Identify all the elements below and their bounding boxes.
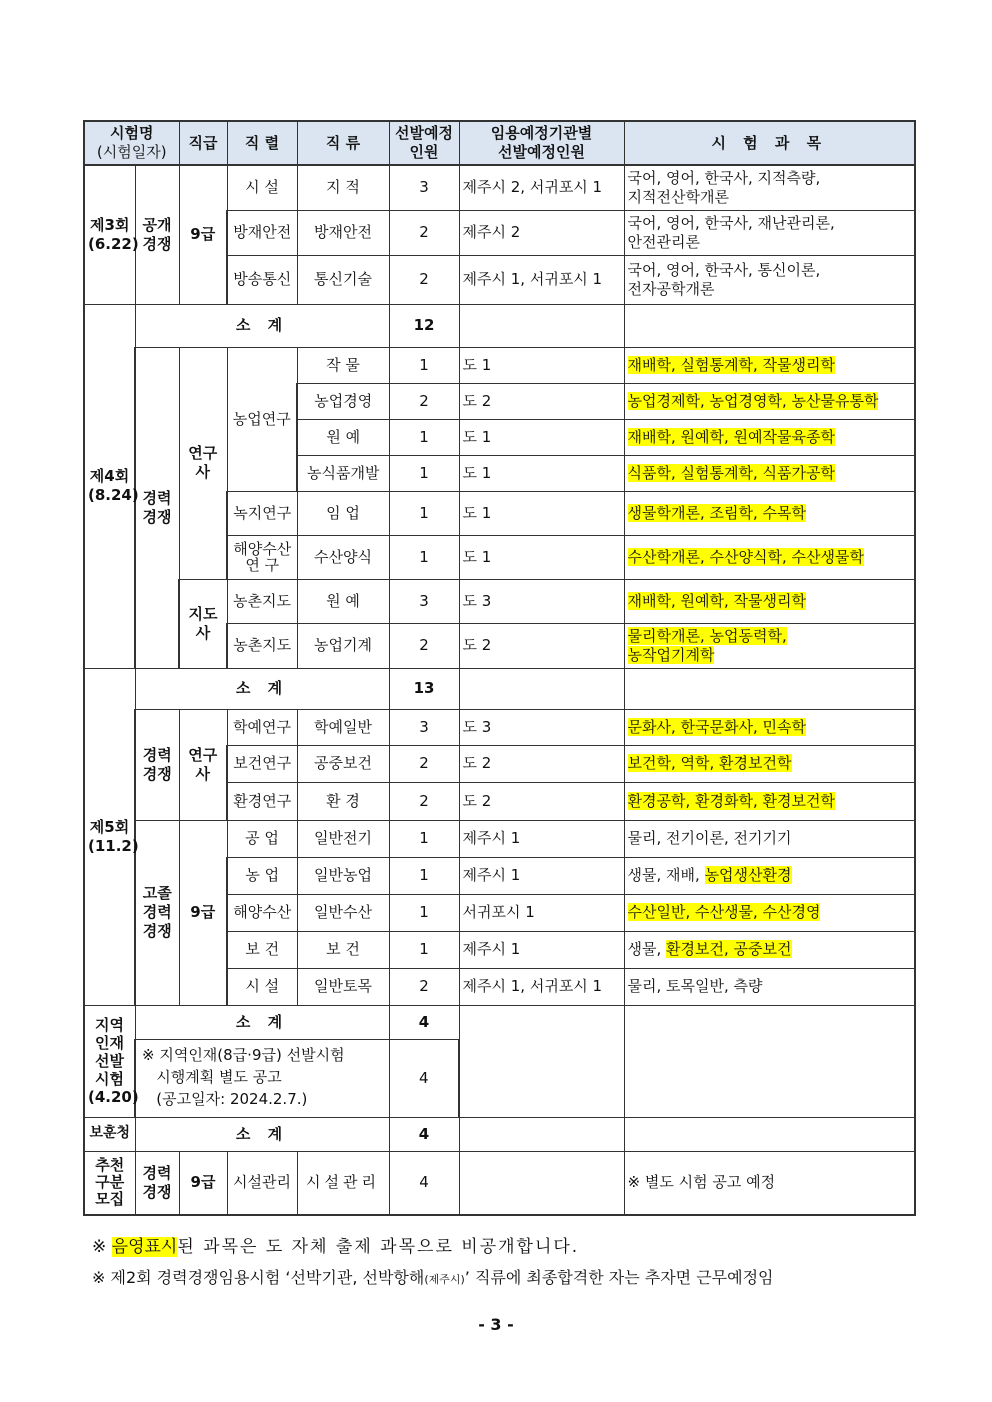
subtotal-value: 4	[389, 1005, 459, 1039]
class-cell: 농업기계	[297, 623, 389, 668]
class-cell: 일반토목	[297, 968, 389, 1005]
subjects-cell	[624, 419, 915, 455]
veterans-name-top: 보훈청	[84, 1117, 135, 1151]
agency-cell: 제주시 1	[459, 820, 624, 857]
class-cell: 농식품개발	[297, 455, 389, 491]
agency-cell: 서귀포시 1	[459, 894, 624, 931]
agency-cell: 제주시 1, 서귀포시 1	[459, 968, 624, 1005]
empty-cell	[459, 304, 624, 347]
exam5-grade-9: 9급	[179, 820, 227, 1005]
subjects-cell	[624, 491, 915, 535]
highlighted-subjects: 농업생산환경	[704, 866, 792, 885]
footnote-text-b: ’ 직류에 최종합격한 자는 추자면 근무예정임	[464, 1268, 774, 1287]
header-series: 직 렬	[227, 121, 297, 165]
agency-cell: 도 1	[459, 491, 624, 535]
count-cell: 1	[389, 857, 459, 894]
series-cell: 농촌지도	[227, 579, 297, 623]
highlighted-subjects: 수산학개론, 수산양식학, 수산생물학	[627, 547, 864, 566]
agency-cell: 도 1	[459, 347, 624, 383]
count-cell: 2	[389, 745, 459, 782]
exam5-type-career: 경력 경쟁	[135, 709, 179, 820]
subtotal-value: 4	[389, 1117, 459, 1151]
class-cell: 학예일반	[297, 709, 389, 745]
agency-cell: 도 2	[459, 782, 624, 820]
agency-cell: 제주시 1	[459, 857, 624, 894]
series-cell: 학예연구	[227, 709, 297, 745]
regional-name: 지역 인재 선발 시험 (4.20)	[84, 1005, 135, 1117]
exam5-name: 제5회 (11.2)	[84, 668, 135, 1005]
highlighted-subjects: 농업경제학, 농업경영학, 농산물유통학	[627, 391, 879, 410]
footnote-highlight-word: 음영표시	[111, 1237, 178, 1257]
class-cell: 통신기술	[297, 255, 389, 304]
class-cell: 방재안전	[297, 210, 389, 255]
count-cell: 2	[389, 968, 459, 1005]
series-cell: 방송통신	[227, 255, 297, 304]
count-cell: 2	[389, 623, 459, 668]
count-cell: 1	[389, 419, 459, 455]
count-cell: 2	[389, 210, 459, 255]
class-cell: 농업경영	[297, 383, 389, 419]
highlighted-subjects: 재배학, 원예학, 작물생리학	[627, 591, 806, 610]
subtotal-value: 12	[389, 304, 459, 347]
count-cell: 1	[389, 931, 459, 968]
table-row	[84, 165, 915, 210]
subjects-cell: 물리, 전기이론, 전기기기	[624, 820, 915, 857]
empty-cell	[624, 1005, 915, 1117]
page-number: - 3 -	[478, 1315, 514, 1334]
subjects-cell	[624, 857, 915, 894]
subtotal-label: 소 계	[135, 304, 389, 347]
subjects-cell	[624, 623, 915, 668]
subjects-cell	[624, 931, 915, 968]
empty-cell	[459, 1005, 624, 1117]
subjects-cell	[624, 745, 915, 782]
count-cell: 2	[389, 782, 459, 820]
footnote-text-a: ※ 제2회 경력경쟁임용시험 ‘선박기관, 선박항해	[92, 1268, 425, 1287]
class-cell: 일반수산	[297, 894, 389, 931]
class-cell: 시설관리	[297, 1151, 389, 1215]
exam4-grade-advisor: 지도사	[179, 579, 227, 668]
highlighted-subjects: 보건학, 역학, 환경보건학	[627, 754, 792, 773]
class-cell: 보 건	[297, 931, 389, 968]
series-cell: 환경연구	[227, 782, 297, 820]
agency-cell: 제주시 1	[459, 931, 624, 968]
footnote-assignment-note	[92, 1265, 774, 1288]
regional-note: ※ 지역인재(8급·9급) 선발시험 시행계획 별도 공고 (공고일자: 2024.2.7.)	[135, 1039, 389, 1117]
header-exam-date: (시험일자)	[96, 143, 167, 161]
class-cell: 환 경	[297, 782, 389, 820]
series-cell: 시설관리	[227, 1151, 297, 1215]
subjects-cell	[624, 709, 915, 745]
class-cell: 지 적	[297, 165, 389, 210]
agency-cell: 도 1	[459, 535, 624, 579]
series-cell: 해양수산	[227, 894, 297, 931]
highlighted-subjects: 환경공학, 환경화학, 환경보건학	[627, 791, 835, 810]
exam3-type: 공개 경쟁	[135, 165, 179, 304]
header-planned-count: 선발예정 인원	[389, 121, 459, 165]
class-cell: 작 물	[297, 347, 389, 383]
highlighted-subjects: 재배학, 원예학, 원예작물육종학	[627, 427, 835, 446]
footnote-highlight-note	[92, 1232, 579, 1257]
exam3-grade: 9급	[179, 165, 227, 304]
subjects-cell	[624, 782, 915, 820]
veterans-type: 경력 경쟁	[135, 1151, 179, 1215]
count-cell: 1	[389, 894, 459, 931]
subtotal-row	[84, 1005, 915, 1039]
header-subjects: 시 험 과 목	[624, 121, 915, 165]
highlighted-subjects: 수산일반, 수산생물, 수산경영	[627, 903, 821, 922]
class-cell: 일반전기	[297, 820, 389, 857]
subtotal-row	[84, 1117, 915, 1151]
class-cell: 공중보건	[297, 745, 389, 782]
header-grade: 직급	[179, 121, 227, 165]
empty-cell	[624, 304, 915, 347]
table-row	[84, 347, 915, 383]
agency-cell: 도 2	[459, 623, 624, 668]
highlighted-subjects: 생물학개론, 조림학, 수목학	[627, 503, 806, 522]
agency-cell: 도 1	[459, 419, 624, 455]
series-cell: 보 건	[227, 931, 297, 968]
count-cell: 1	[389, 347, 459, 383]
exam-schedule-table	[83, 120, 916, 1216]
subtotal-label: 소 계	[135, 1005, 389, 1039]
footnote-text: 된 과목은 도 자체 출제 과목으로 비공개합니다.	[177, 1237, 580, 1257]
veterans-grade: 9급	[179, 1151, 227, 1215]
exam5-type-highschool: 고졸 경력 경쟁	[135, 820, 179, 1005]
empty-cell	[459, 1117, 624, 1151]
agency-cell: 도 3	[459, 709, 624, 745]
agency-cell: 제주시 2	[459, 210, 624, 255]
highlighted-subjects: 환경보건, 공중보건	[666, 940, 792, 959]
table-row	[84, 709, 915, 745]
agency-cell: 도 1	[459, 455, 624, 491]
series-cell: 시 설	[227, 165, 297, 210]
class-cell: 수산양식	[297, 535, 389, 579]
class-cell: 일반농업	[297, 857, 389, 894]
agency-cell: 도 2	[459, 383, 624, 419]
exam3-name: 제3회 (6.22)	[84, 165, 135, 304]
series-cell: 농 업	[227, 857, 297, 894]
header-by-agency: 임용예정기관별 선발예정인원	[459, 121, 624, 165]
count-cell: 4	[389, 1151, 459, 1215]
series-cell: 농업연구	[227, 347, 297, 491]
series-cell: 해양수산 연 구	[227, 535, 297, 579]
class-cell: 임 업	[297, 491, 389, 535]
count-cell: 4	[389, 1039, 459, 1117]
highlighted-subjects: 재배학, 실험통계학, 작물생리학	[627, 355, 835, 374]
count-cell: 2	[389, 383, 459, 419]
subjects-cell	[624, 383, 915, 419]
header-exam-name-text: 시험명	[110, 124, 154, 143]
subjects-cell: 국어, 영어, 한국사, 재난관리론, 안전관리론	[624, 210, 915, 255]
agency-cell: 도 2	[459, 745, 624, 782]
subtotal-row	[84, 668, 915, 709]
subjects-cell	[624, 535, 915, 579]
subjects-cell	[624, 579, 915, 623]
agency-cell: 도 3	[459, 579, 624, 623]
table-row	[84, 1151, 915, 1215]
series-cell: 보건연구	[227, 745, 297, 782]
header-class: 직 류	[297, 121, 389, 165]
subjects-cell: 국어, 영어, 한국사, 지적측량, 지적전산학개론	[624, 165, 915, 210]
veterans-name: 추천 구분 모집	[84, 1151, 135, 1215]
header-exam-name	[84, 121, 179, 165]
empty-cell	[624, 668, 915, 709]
highlighted-subjects: 식품학, 실험통계학, 식품가공학	[627, 463, 835, 482]
subtotal-row	[84, 304, 915, 347]
agency-cell: 제주시 2, 서귀포시 1	[459, 165, 624, 210]
count-cell: 1	[389, 491, 459, 535]
empty-cell	[459, 1151, 624, 1215]
count-cell: 3	[389, 579, 459, 623]
footnote-prefix: ※	[92, 1237, 112, 1257]
subjects-cell	[624, 347, 915, 383]
empty-cell	[459, 668, 624, 709]
subjects-cell	[624, 894, 915, 931]
count-cell: 1	[389, 455, 459, 491]
count-cell: 1	[389, 820, 459, 857]
agency-cell: 제주시 1, 서귀포시 1	[459, 255, 624, 304]
empty-cell	[624, 1117, 915, 1151]
highlighted-subjects: 문화사, 한국문화사, 민속학	[627, 717, 806, 736]
table-row	[84, 579, 915, 623]
series-cell: 시 설	[227, 968, 297, 1005]
subjects-cell: 물리, 토목일반, 측량	[624, 968, 915, 1005]
subtotal-value: 13	[389, 668, 459, 709]
class-cell: 원 예	[297, 579, 389, 623]
count-cell: 3	[389, 709, 459, 745]
series-cell: 방재안전	[227, 210, 297, 255]
plain-subjects: 생물, 재배,	[627, 866, 705, 885]
exam4-name: 제4회 (8.24)	[84, 304, 135, 668]
series-cell: 녹지연구	[227, 491, 297, 535]
plain-subjects: 생물,	[627, 940, 667, 959]
highlighted-subjects: 물리학개론, 농업동력학, 농작업기계학	[627, 626, 787, 664]
count-cell: 2	[389, 255, 459, 304]
count-cell: 3	[389, 165, 459, 210]
exam5-grade-researcher: 연구사	[179, 709, 227, 820]
footnote-small: (제주시)	[424, 1273, 465, 1286]
subtotal-label: 소 계	[135, 668, 389, 709]
veterans-note: ※ 별도 시험 공고 예정	[624, 1151, 915, 1215]
class-cell: 원 예	[297, 419, 389, 455]
count-cell: 1	[389, 535, 459, 579]
subjects-cell: 국어, 영어, 한국사, 통신이론, 전자공학개론	[624, 255, 915, 304]
subtotal-label: 소 계	[135, 1117, 389, 1151]
exam4-type: 경력 경쟁	[135, 347, 179, 668]
series-cell: 공 업	[227, 820, 297, 857]
series-cell: 농촌지도	[227, 623, 297, 668]
exam4-grade-researcher: 연구사	[179, 347, 227, 579]
subjects-cell	[624, 455, 915, 491]
header-row	[84, 121, 915, 165]
table-row	[84, 820, 915, 857]
